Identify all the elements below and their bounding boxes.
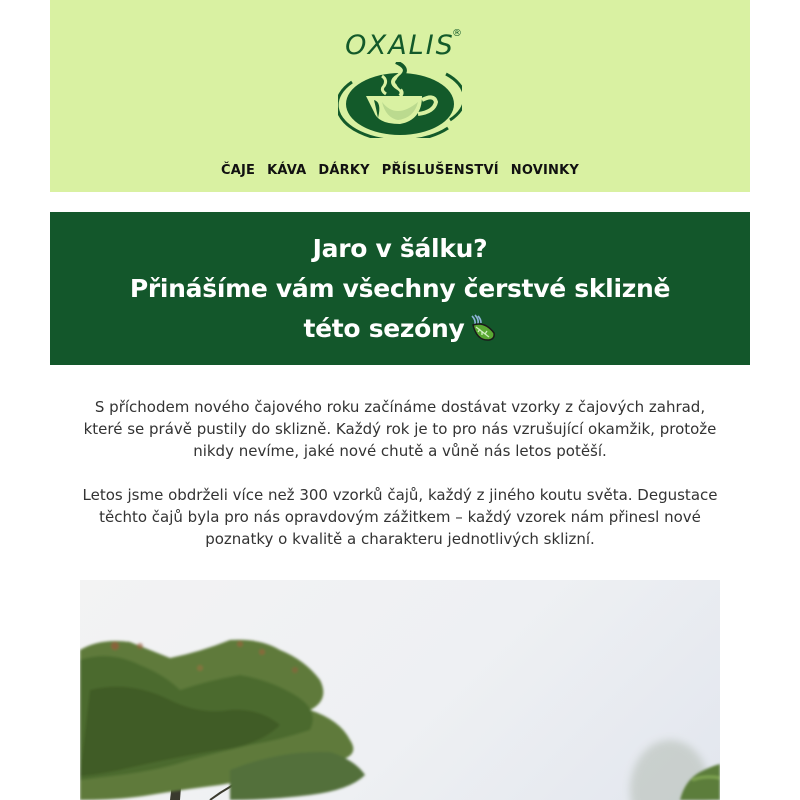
main-navigation: [50, 160, 750, 182]
banner-title: [50, 212, 750, 355]
paragraph-1: S příchodem nového čajového roku začínáme dostávat vzorky z čajových zahrad, které se právě pustily do sklizně. Každý rok je to pro nás vzrušující okamžik, protože nikdy nevíme, jaké nové chutě a vůně nás letos potěší.: [83, 398, 717, 460]
email-header: [50, 0, 750, 192]
registered-mark: ®: [452, 28, 462, 39]
article-body: [70, 396, 730, 572]
foggy-tree-photo: [80, 580, 720, 800]
steaming-teacup-icon: [338, 62, 462, 142]
nav-item-darky[interactable]: DÁRKY: [318, 163, 370, 178]
tree-canopy-image: [80, 580, 720, 800]
banner-line-1: Jaro v šálku?: [312, 234, 488, 263]
nav-item-caje[interactable]: ČAJE: [221, 163, 256, 178]
hero-banner: [50, 212, 750, 365]
logo-wordmark: OXALIS: [345, 30, 455, 61]
paragraph-2: Letos jsme obdrželi více než 300 vzorků čajů, každý z jiného koutu světa. Degustace těchto čajů byla pro nás opravdovým zážitkem – každý vzorek nám přinesl nové poznatky o kvalitě a charakteru jednotlivých sklizní.: [82, 486, 718, 548]
banner-line-2: Přinášíme vám všechny čerstvé sklizně: [129, 274, 671, 303]
nav-item-prislusenstvi[interactable]: PŘÍSLUŠENSTVÍ: [381, 163, 499, 178]
nav-item-kava[interactable]: KÁVA: [267, 163, 307, 178]
leaf-fluttering-in-wind-icon: [467, 313, 497, 355]
banner-line-3: této sezóny: [303, 314, 465, 343]
nav-item-novinky[interactable]: NOVINKY: [510, 163, 579, 178]
oxalis-logo[interactable]: [335, 25, 465, 140]
banner-line-3-wrap: [50, 309, 750, 355]
